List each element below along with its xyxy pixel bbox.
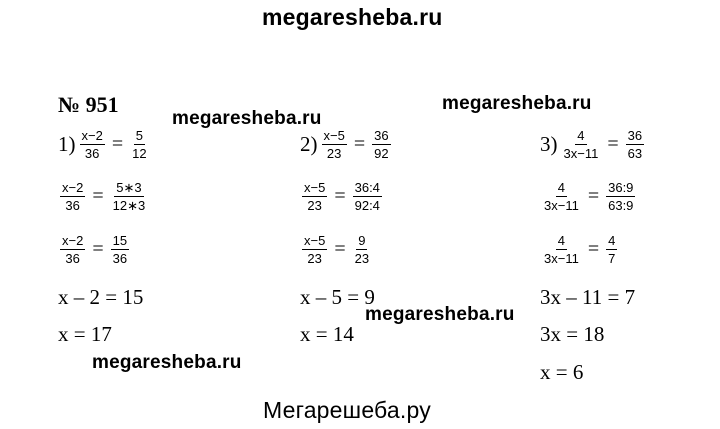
numerator: 4 (608, 233, 616, 248)
part2-line1: x – 5 = 9 (300, 285, 375, 309)
equals-sign: = (353, 133, 366, 155)
part1-step1-rhs (130, 128, 148, 161)
numerator: x−2 (62, 233, 84, 248)
part2-step2 (300, 180, 384, 213)
numerator: 36 (627, 128, 643, 143)
numerator: 5∗3 (116, 180, 142, 195)
numerator: 36:4 (354, 180, 380, 195)
watermark-center: megaresheba.ru (365, 304, 515, 325)
numerator: 9 (358, 233, 366, 248)
part2-label: 2) (300, 132, 318, 156)
part1-step2-lhs (60, 180, 85, 213)
numerator: 15 (112, 233, 128, 248)
part1-line2: x = 17 (58, 322, 112, 346)
part2-step2-rhs (353, 180, 382, 213)
numerator: x−5 (304, 180, 326, 195)
denominator: 63:9 (608, 198, 634, 213)
equals-sign: = (92, 238, 104, 260)
denominator: 3x−11 (544, 251, 579, 266)
denominator: 36 (65, 198, 80, 213)
part1-step2 (58, 180, 149, 213)
denominator: 12∗3 (112, 198, 146, 213)
denominator: 23 (307, 251, 322, 266)
watermark-footer: Мегарешеба.ру (263, 397, 431, 423)
denominator: 3x−11 (544, 198, 579, 213)
denominator: 23 (307, 198, 322, 213)
equals-sign: = (92, 185, 104, 207)
part1-step1-lhs (80, 128, 105, 161)
part3-step3-rhs (606, 233, 617, 266)
watermark-mid-right: megaresheba.ru (442, 93, 592, 114)
part1-step3-rhs (111, 233, 129, 266)
denominator: 92:4 (354, 198, 380, 213)
part1-step3-lhs (60, 233, 85, 266)
part3-step3-lhs (542, 233, 581, 266)
part2-step1 (300, 128, 393, 161)
equals-sign: = (587, 185, 600, 207)
numerator: x−5 (304, 233, 326, 248)
part1-line1: x – 2 = 15 (58, 285, 144, 309)
equals-sign: = (587, 238, 600, 260)
part3-step1 (540, 128, 646, 161)
numerator: x−2 (81, 128, 103, 143)
numerator: 36 (374, 128, 389, 143)
part3-step1-rhs (626, 128, 644, 161)
numerator: 36:9 (608, 180, 634, 195)
denominator: 36 (65, 251, 80, 266)
numerator: 4 (557, 233, 566, 248)
part1-label: 1) (58, 132, 76, 156)
watermark-bottom-left: megaresheba.ru (92, 352, 242, 373)
part3-step3 (540, 233, 619, 266)
denominator: 92 (374, 146, 389, 161)
part3-label: 3) (540, 132, 558, 156)
numerator: 5 (135, 128, 143, 143)
part3-step2-rhs (606, 180, 635, 213)
equals-sign: = (334, 238, 346, 260)
watermark-top: megaresheba.ru (262, 4, 443, 30)
equals-sign: = (607, 133, 619, 155)
part1-step1 (58, 128, 151, 161)
numerator: x−5 (323, 128, 345, 143)
part1-step2-rhs (111, 180, 148, 213)
watermark-mid-left: megaresheba.ru (172, 108, 322, 129)
denominator: 63 (627, 146, 643, 161)
part2-step3-lhs (302, 233, 327, 266)
part1-step3 (58, 233, 131, 266)
part3-line2: 3x = 18 (540, 322, 605, 346)
denominator: 7 (608, 251, 616, 266)
part2-step1-lhs (322, 128, 347, 161)
part3-step2-lhs (542, 180, 581, 213)
part2-step2-lhs (302, 180, 327, 213)
denominator: 12 (132, 146, 147, 161)
part2-step3-rhs (353, 233, 371, 266)
numerator: 4 (557, 180, 566, 195)
denominator: 23 (354, 251, 370, 266)
equals-sign: = (111, 133, 124, 155)
denominator: 3x−11 (563, 146, 599, 161)
problem-number: № 951 (58, 92, 119, 117)
numerator: 4 (577, 128, 585, 143)
denominator: 23 (326, 146, 342, 161)
part3-line3: x = 6 (540, 360, 584, 384)
equals-sign: = (334, 185, 346, 207)
part2-step1-rhs (372, 128, 390, 161)
part3-line1: 3x – 11 = 7 (540, 285, 636, 309)
part2-line2: x = 14 (300, 322, 354, 346)
part3-step1-lhs (562, 128, 601, 161)
part2-step3 (300, 233, 373, 266)
denominator: 36 (112, 251, 128, 266)
numerator: x−2 (62, 180, 84, 195)
denominator: 36 (84, 146, 100, 161)
part3-step2 (540, 180, 637, 213)
